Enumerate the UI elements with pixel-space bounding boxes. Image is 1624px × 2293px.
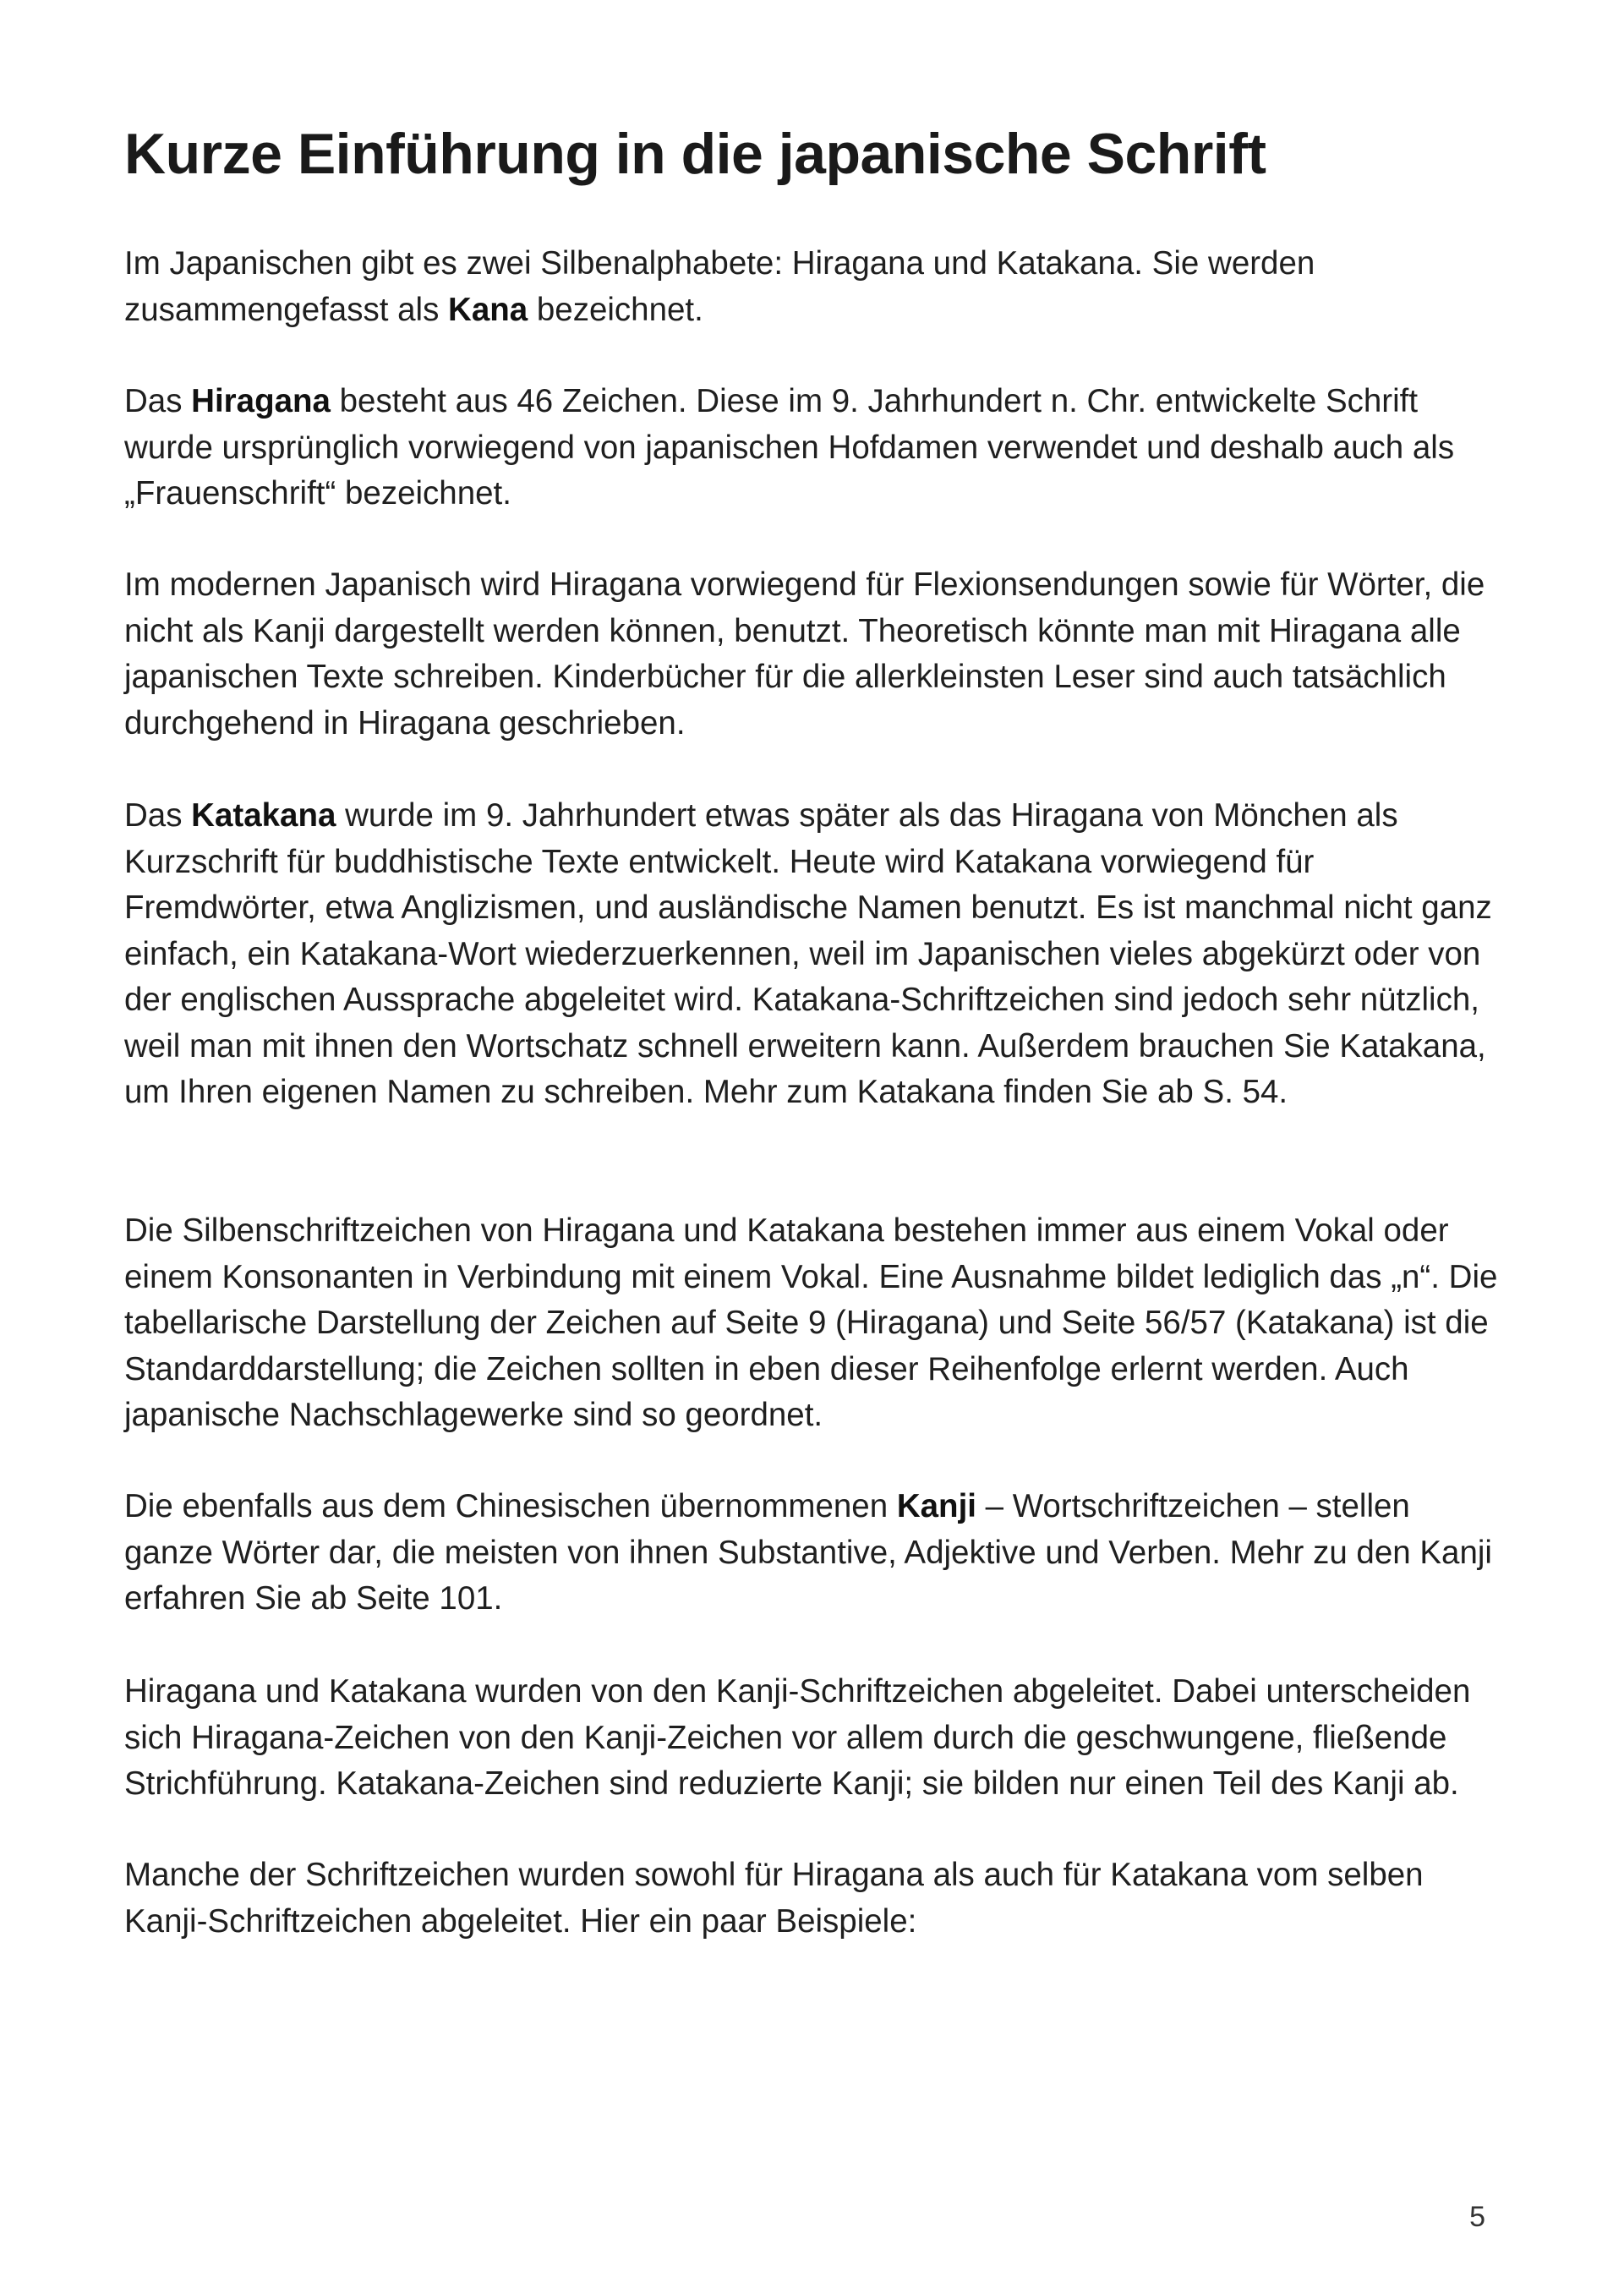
paragraph-text: bezeichnet.: [528, 291, 703, 328]
term-katakana: Katakana: [191, 797, 336, 834]
paragraph-text: Im Japanischen gibt es zwei Silbenalphabete: Hiragana und Katakana. Sie werden zusammengefasst als: [124, 245, 1315, 328]
paragraph-kanji: [124, 1484, 1498, 1623]
paragraph-text: wurde im 9. Jahrhundert etwas später als das Hiragana von Mönchen als Kurzschrift für buddhistische Texte entwickelt. Heute wird Katakana vorwiegend für Fremdwörter, etwa Anglizismen, und ausländische Namen benutzt. Es ist manchmal nicht ganz einfach, ein Katakana-Wort wiederzuerkennen, weil im Japanischen vieles abgekürzt oder von der englischen Aussprache abgeleitet wird. Katakana-Schriftzeichen sind jedoch sehr nützlich, weil man mit ihnen den Wortschatz schnell erweitern kann. Außerdem brauchen Sie Katakana, um Ihren eigenen Namen zu schreiben. Mehr zum Katakana finden Sie ab S. 54.: [124, 797, 1492, 1110]
term-kanji: Kanji: [896, 1488, 976, 1524]
page-number: 5: [1469, 2201, 1485, 2233]
paragraph-derivation: Hiragana und Katakana wurden von den Kanji-Schriftzeichen abgeleitet. Dabei unterscheiden sich Hiragana-Zeichen von den Kanji-Zeichen vor allem durch die geschwungene, fließende Strichführung. Katakana-Zeichen sind reduzierte Kanji; sie bilden nur einen Teil des Kanji ab.: [124, 1673, 1471, 1802]
paragraph-katakana: [124, 793, 1498, 1116]
paragraph-kana-intro: [124, 241, 1498, 333]
paragraph-text: besteht aus 46 Zeichen. Diese im 9. Jahrhundert n. Chr. entwickelte Schrift wurde ursprünglich vorwiegend von japanischen Hofdamen verwendet und deshalb auch als „Frauenschrift“ bezeichnet.: [124, 383, 1455, 512]
paragraph-text: Die ebenfalls aus dem Chinesischen übernommenen: [124, 1488, 897, 1524]
term-hiragana: Hiragana: [191, 383, 331, 419]
paragraph-examples-intro: Manche der Schriftzeichen wurden sowohl für Hiragana als auch für Katakana vom selben Kanji-Schriftzeichen abgeleitet. Hier ein paar Beispiele:: [124, 1857, 1424, 1940]
paragraph-modern-hiragana: Im modernen Japanisch wird Hiragana vorwiegend für Flexionsendungen sowie für Wörter, die nicht als Kanji dargestellt werden können, benutzt. Theoretisch könnte man mit Hiragana alle japanischen Texte schreiben. Kinderbücher für die allerkleinsten Leser sind auch tatsächlich durchgehend in Hiragana geschrieben.: [124, 566, 1485, 742]
paragraph-syllables: Die Silbenschriftzeichen von Hiragana und Katakana bestehen immer aus einem Vokal oder einem Konsonanten in Verbindung mit einem Vokal. Eine Ausnahme bildet lediglich das „n“. Die tabellarische Darstellung der Zeichen auf Seite 9 (Hiragana) und Seite 56/57 (Katakana) ist die Standarddarstellung; die Zeichen sollten in eben dieser Reihenfolge erlernt werden. Auch japanische Nachschlagewerke sind so geordnet.: [124, 1212, 1498, 1433]
paragraph-text: – Wortschriftzeichen – stellen ganze Wörter dar, die meisten von ihnen Substantive, Adjektive und Verben. Mehr zu den Kanji erfahren Sie ab Seite 101.: [124, 1488, 1492, 1617]
paragraph-text: Das: [124, 797, 192, 834]
paragraph-hiragana: [124, 379, 1498, 517]
term-kana: Kana: [448, 291, 528, 328]
page-title: Kurze Einführung in die japanische Schrift: [124, 122, 1266, 186]
paragraph-text: Das: [124, 383, 192, 419]
